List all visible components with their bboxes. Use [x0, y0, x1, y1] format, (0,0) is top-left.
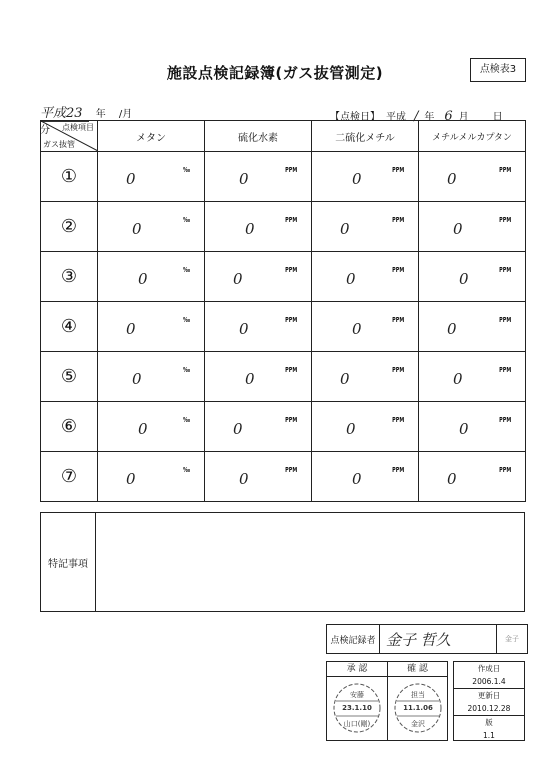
measurement-value: 0 — [126, 320, 136, 338]
inspection-date-month: 6 — [444, 109, 453, 124]
approval-box — [326, 661, 448, 741]
measurement-cell[interactable] — [205, 252, 312, 302]
approval-stamp-date: 23.1.10 — [342, 704, 372, 712]
table-row — [41, 352, 526, 402]
measurement-value: 0 — [352, 320, 362, 338]
measurement-value: 0 — [233, 270, 243, 288]
version-label: 版 — [454, 715, 524, 729]
inspection-date-era: 平成 — [386, 112, 406, 123]
measurement-value: 0 — [233, 420, 243, 438]
inspection-date-year-suffix: 年 — [424, 112, 435, 123]
column-header: 二硫化メチル — [312, 121, 419, 152]
pipe-number: ⑤ — [41, 352, 98, 402]
unit-label: PPM — [498, 216, 511, 224]
measurement-cell[interactable] — [98, 152, 205, 202]
measurement-value: 0 — [126, 470, 136, 488]
pipe-number: ③ — [41, 252, 98, 302]
updated-date: 2010.12.28 — [467, 704, 511, 713]
measurement-cell[interactable] — [98, 252, 205, 302]
created-label: 作成日 — [477, 664, 501, 673]
measurement-cell[interactable] — [312, 252, 419, 302]
column-header: 硫化水素 — [205, 121, 312, 152]
unit-label: PPM — [498, 166, 511, 174]
pipe-number: ⑦ — [41, 452, 98, 502]
column-header: メチルメルカプタン — [419, 121, 526, 152]
measurement-value: 0 — [245, 220, 255, 238]
measurement-cell[interactable] — [312, 402, 419, 452]
table-row — [41, 252, 526, 302]
approval-stamp-top: 安藤 — [350, 691, 364, 699]
recorder-seal-text: 金子 — [505, 635, 519, 643]
measurement-cell[interactable] — [205, 352, 312, 402]
measurement-value: 0 — [239, 320, 249, 338]
unit-label: ‰ — [182, 316, 190, 324]
recorder-signature: 金子 哲久 — [386, 630, 451, 649]
measurement-value: 0 — [126, 170, 136, 188]
form-id-badge: 点検表3 — [470, 58, 526, 82]
updated-label: 更新日 — [454, 688, 524, 702]
measurement-value: 0 — [346, 420, 356, 438]
measurement-cell[interactable] — [419, 352, 526, 402]
measurement-cell[interactable] — [312, 452, 419, 502]
unit-label: ‰ — [182, 366, 190, 374]
unit-label: ‰ — [182, 266, 190, 274]
measurement-cell[interactable] — [98, 202, 205, 252]
table-row — [41, 152, 526, 202]
table-row — [41, 302, 526, 352]
unit-label: PPM — [284, 216, 297, 224]
measurement-cell[interactable] — [312, 302, 419, 352]
unit-label: PPM — [284, 466, 297, 474]
approval-stamp-bottom: 山口(剛) — [343, 720, 371, 728]
created-date: 2006.1.4 — [472, 677, 506, 686]
unit-label: PPM — [391, 316, 404, 324]
unit-label: PPM — [391, 166, 404, 174]
measurement-value: 0 — [346, 270, 356, 288]
inspection-date-day-suffix: 日 — [492, 112, 503, 123]
confirmation-stamp-top: 担当 — [411, 691, 425, 699]
unit-label: PPM — [391, 266, 404, 274]
unit-label: PPM — [391, 416, 404, 424]
measurement-cell[interactable] — [205, 302, 312, 352]
measurement-cell[interactable] — [312, 152, 419, 202]
measurement-cell[interactable] — [419, 402, 526, 452]
pipe-number: ② — [41, 202, 98, 252]
measurement-value: 0 — [132, 220, 142, 238]
measurement-value: 0 — [239, 470, 249, 488]
confirmation-stamp-date: 11.1.06 — [403, 704, 433, 712]
inspection-date-month-suffix: 月 — [458, 112, 469, 123]
unit-label: PPM — [284, 416, 297, 424]
unit-label: PPM — [284, 266, 297, 274]
unit-label: PPM — [498, 266, 511, 274]
measurement-value: 0 — [459, 270, 469, 288]
measurement-value: 0 — [132, 370, 142, 388]
measurement-cell[interactable] — [98, 402, 205, 452]
measurement-value: 0 — [340, 370, 350, 388]
unit-label: ‰ — [182, 216, 190, 224]
recorder-label: 点検記録者 — [327, 625, 380, 653]
pipe-number: ④ — [41, 302, 98, 352]
measurement-value: 0 — [340, 220, 350, 238]
version-number: 1.1 — [483, 731, 495, 740]
measurement-table — [40, 120, 526, 502]
period-year-label: 年 — [95, 109, 106, 120]
recorder-seal — [496, 625, 527, 653]
confirmation-header: 確 認 — [388, 662, 447, 677]
measurement-cell[interactable] — [419, 252, 526, 302]
measurement-cell[interactable] — [419, 202, 526, 252]
corner-bottom-label: ガス抜管 — [43, 140, 75, 149]
measurement-cell[interactable] — [205, 202, 312, 252]
approval-stamp — [332, 682, 382, 734]
table-row — [41, 202, 526, 252]
unit-label: PPM — [498, 316, 511, 324]
measurement-cell[interactable] — [312, 202, 419, 252]
measurement-cell[interactable] — [312, 352, 419, 402]
unit-label: ‰ — [182, 416, 190, 424]
inspection-date-year: / — [414, 109, 419, 124]
measurement-value: 0 — [138, 270, 148, 288]
unit-label: PPM — [498, 366, 511, 374]
unit-label: ‰ — [182, 466, 190, 474]
measurement-cell[interactable] — [419, 452, 526, 502]
remarks-box[interactable] — [40, 512, 525, 612]
table-row — [41, 452, 526, 502]
unit-label: PPM — [391, 216, 404, 224]
measurement-cell[interactable] — [98, 452, 205, 502]
unit-label: PPM — [284, 316, 297, 324]
unit-label: PPM — [391, 366, 404, 374]
measurement-cell[interactable] — [419, 152, 526, 202]
unit-label: PPM — [498, 416, 511, 424]
measurement-value: 0 — [239, 170, 249, 188]
measurement-value: 0 — [459, 420, 469, 438]
measurement-cell[interactable] — [205, 152, 312, 202]
unit-label: PPM — [284, 166, 297, 174]
remarks-label: 特記事項 — [41, 513, 96, 611]
measurement-cell[interactable] — [98, 352, 205, 402]
period-era-year: 平成23 — [40, 106, 89, 122]
measurement-cell[interactable] — [419, 302, 526, 352]
measurement-value: 0 — [453, 370, 463, 388]
unit-label: PPM — [391, 466, 404, 474]
unit-label: ‰ — [182, 166, 190, 174]
column-header: メタン — [98, 121, 205, 152]
measurement-cell[interactable] — [205, 402, 312, 452]
measurement-value: 0 — [453, 220, 463, 238]
unit-label: PPM — [498, 466, 511, 474]
measurement-value: 0 — [447, 170, 457, 188]
table-corner-cell — [41, 121, 98, 152]
measurement-value: 0 — [245, 370, 255, 388]
measurement-value: 0 — [447, 320, 457, 338]
unit-label: PPM — [284, 366, 297, 374]
period-month-label: /月分 — [40, 109, 133, 136]
measurement-cell[interactable] — [98, 302, 205, 352]
pipe-number: ⑥ — [41, 402, 98, 452]
measurement-value: 0 — [447, 470, 457, 488]
table-header-row — [41, 121, 526, 152]
page-title: 施設点検記録簿(ガス抜管測定) — [166, 64, 384, 82]
confirmation-stamp-bottom: 金沢 — [411, 720, 425, 728]
measurement-value: 0 — [138, 420, 148, 438]
approval-header: 承 認 — [327, 662, 387, 677]
table-row — [41, 402, 526, 452]
inspection-date-label: 【点検日】 — [330, 112, 380, 123]
measurement-cell[interactable] — [205, 452, 312, 502]
measurement-value: 0 — [352, 170, 362, 188]
confirmation-stamp — [393, 682, 443, 734]
measurement-value: 0 — [352, 470, 362, 488]
pipe-number: ① — [41, 152, 98, 202]
corner-top-label: 点検項目 — [62, 123, 94, 132]
revision-box — [453, 661, 525, 741]
recorder-box — [326, 624, 528, 654]
